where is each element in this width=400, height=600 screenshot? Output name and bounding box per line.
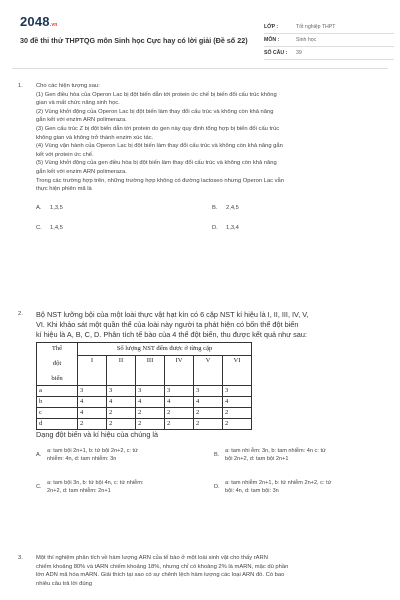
table-corner: Thể đột biến <box>37 342 78 385</box>
question-line: nhiêu câu trả lời đúng <box>36 580 93 587</box>
column-header: VI <box>223 355 252 385</box>
site-logo[interactable]: 2048.vn <box>20 14 58 29</box>
document-title: 30 đề thi thử THPTQG môn Sinh học Cực hay có lời giải (Đề số 22) <box>20 36 248 45</box>
question-1 <box>18 82 382 231</box>
column-header: II <box>107 355 136 385</box>
table-row: b 4 4 4 4 4 4 <box>37 396 252 407</box>
column-header: III <box>136 355 165 385</box>
question-number: 2. <box>18 311 23 317</box>
option-c[interactable]: C. 1,4,5 <box>36 224 63 231</box>
question-line: kí hiệu là A, B, C, D. Phân tích tế bào của 4 thể đột biến, thu được kết quả như sau: <box>36 330 307 340</box>
option-d[interactable]: D. a: tam nhiễm 2n+1, b: tứ nhiễm 2n+2, c: tứ bội: 4n, d: tam bội: 3n <box>214 479 332 495</box>
question-number: 3. <box>18 555 23 561</box>
header-divider <box>12 68 388 69</box>
table-row: a 3 3 3 3 3 3 <box>37 385 252 396</box>
question-line: VI. Khi khảo sát một quần thể của loài này người ta phát hiện có bốn thể đột biến <box>36 320 299 330</box>
question-line: Một thí nghiệm phân tích về hàm lượng ARN của tế bào ở một loài sinh vật cho thấy rARN <box>36 555 268 561</box>
chromosome-table <box>36 342 252 431</box>
column-header: I <box>78 355 107 385</box>
question-line: không gian và không trở thành enzim xúc tác. <box>36 134 154 141</box>
column-header: V <box>194 355 223 385</box>
option-b[interactable]: B. a: tam nhi ễm: 3n, b: tam nhiễm: 4n c: tứ bội 2n+2, d: tam bội 2n+1 <box>214 447 326 463</box>
question-3 <box>18 554 382 588</box>
option-b[interactable]: B. 2,4,5 <box>212 204 239 211</box>
question-line: kết với protein ức chế. <box>36 151 94 158</box>
answer-options <box>36 447 382 517</box>
meta-row-subject: MÔN : Sinh học <box>264 35 394 47</box>
table-row: d 2 2 2 2 2 2 <box>37 419 252 430</box>
column-header: IV <box>165 355 194 385</box>
question-line: (5) Vùng khởi động của gen điều hòa bị đột biến làm thay đổi cấu trúc và không còn khả năng <box>36 160 277 167</box>
question-line: gian và mất chức năng sinh học. <box>36 100 120 107</box>
question-prompt: Dạng đột biến và kí hiệu của chúng là <box>36 430 159 440</box>
meta-row-class: LỚP : Tốt nghiệp THPT <box>264 22 394 34</box>
option-a[interactable]: A. a: tam bội 2n+1, b: tứ bội 2n+2, c: tứ nhiễm: 4n, d: tam nhiễm: 3n <box>36 447 138 463</box>
question-line: Cho các hiện tượng sau: <box>36 83 100 89</box>
question-line: chiếm khoảng 80% và tARN chiếm khoảng 18%, nhưng chỉ có khoảng 2% là mARN, mặc dù phần <box>36 563 289 570</box>
question-line: gắn kết với enzim ARN polimeraza. <box>36 117 127 124</box>
question-line: Bộ NST lưỡng bội của một loài thực vật hạt kín có 6 cặp NST kí hiệu là I, II, III, IV, V, <box>36 310 309 319</box>
question-number: 1. <box>18 83 23 89</box>
option-d[interactable]: D. 1,3,4 <box>212 224 239 231</box>
question-line: lớn ADN mã hóa mARN. Giải thích tại sao có sự chênh lệch hàm lượng các loại ARN đó. Có bao <box>36 572 285 579</box>
question-line: (3) Gen cấu trúc Z bị đột biến dẫn tới protein do gen này quy định tổng hợp bị biến đổi cấu trúc <box>36 125 280 132</box>
question-line: (2) Vùng khởi động của Operon Lac bị đột biến làm thay đổi cấu trúc và không còn khả năng <box>36 108 274 115</box>
question-line: (4) Vùng vận hành của Operon Lac bị đột biến làm thay đổi cấu trúc và không còn khả năng gắn <box>36 143 283 150</box>
question-2 <box>18 310 382 517</box>
document-meta <box>264 22 394 61</box>
question-line: (1) Gen điều hòa của Operon Lac bị đột biến dẫn tới protein ức chế bị biến đổi cấu trúc không <box>36 91 277 98</box>
document-header <box>12 8 388 68</box>
question-line: thực hiện phiên mã là <box>36 186 92 193</box>
table-group-header: Số lượng NST đếm được ở từng cặp <box>78 342 252 355</box>
meta-row-count: SỐ CÂU : 39 <box>264 48 394 60</box>
table-row: c 4 2 2 2 2 2 <box>37 408 252 419</box>
question-line: gắn kết với enzim ARN polimeraza. <box>36 168 127 175</box>
question-line: Trong các trường hợp trên, những trường hợp không có đường lactoseo nhưng Operon Lac vẫn <box>36 177 284 184</box>
answer-options <box>36 204 382 231</box>
option-a[interactable]: A. 1,3,5 <box>36 204 63 211</box>
option-c[interactable]: C. a: tam bội 3n, b: tứ bội 4n, c: tứ nhiễm: 2n+2, d: tam nhiễm: 2n+1 <box>36 479 144 495</box>
